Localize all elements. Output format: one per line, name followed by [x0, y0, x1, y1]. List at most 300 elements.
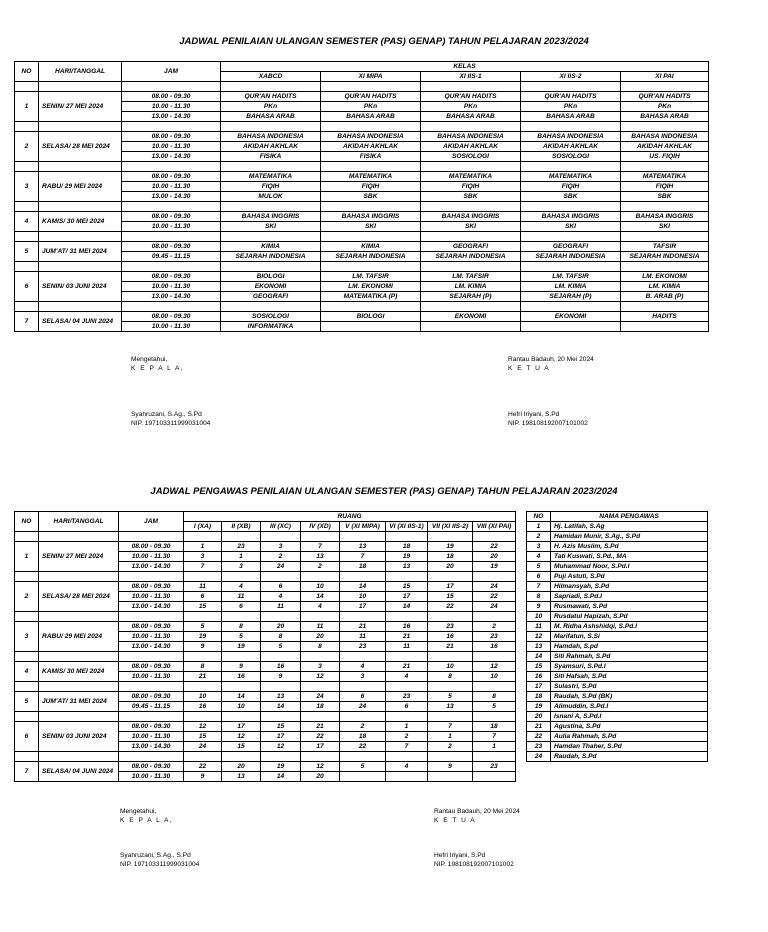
day-number: 1 — [15, 542, 39, 572]
room-header: III (XC) — [261, 522, 301, 532]
sig-right-nip: NIP. 198108192007101002 — [434, 861, 514, 868]
session-time: 08.00 - 09.30 — [122, 92, 221, 102]
session-time: 10.00 - 11.30 — [122, 282, 221, 292]
empty-cell — [221, 232, 321, 242]
proctor-number-cell: 24 — [301, 692, 340, 702]
proctor-no: 17 — [527, 682, 551, 692]
empty-cell — [119, 712, 184, 722]
proctor-number-cell: 19 — [222, 642, 261, 652]
day-date: SELASA/ 04 JUNI 2024 — [39, 762, 119, 782]
proctor-name: Hamdan Thaher, S.Pd — [551, 742, 708, 752]
proctor-name: Agustina, S.Pd — [551, 722, 708, 732]
empty-cell — [15, 612, 39, 622]
proctor-number-cell: 20 — [301, 772, 340, 782]
proctor-number-cell: 23 — [222, 542, 261, 552]
empty-cell — [428, 752, 473, 762]
spacer-row — [15, 82, 709, 92]
empty-cell — [122, 232, 221, 242]
subject-cell: FIQIH — [321, 182, 421, 192]
subject-cell: BAHASA ARAB — [621, 112, 709, 122]
table-row — [15, 242, 709, 252]
empty-cell — [301, 612, 340, 622]
subject-cell: SEJARAH INDONESIA — [321, 252, 421, 262]
empty-cell — [122, 302, 221, 312]
empty-cell — [321, 232, 421, 242]
empty-cell — [39, 612, 119, 622]
empty-cell — [473, 612, 516, 622]
spacer-row — [15, 122, 709, 132]
empty-cell — [421, 122, 521, 132]
proctor-number-cell: 11 — [222, 592, 261, 602]
subject-cell: MATEMATIKA — [421, 172, 521, 182]
proctor-number-cell: 22 — [473, 542, 516, 552]
proctor-number-cell: 9 — [261, 672, 301, 682]
list-item — [527, 592, 708, 602]
empty-cell — [621, 232, 709, 242]
proctor-no: 18 — [527, 692, 551, 702]
signature-right-2 — [434, 807, 520, 869]
sig-right-nip: NIP. 198108192007101002 — [508, 420, 588, 427]
proctor-number-cell: 6 — [340, 692, 386, 702]
empty-cell — [421, 262, 521, 272]
proctor-number-cell: 23 — [386, 692, 428, 702]
time-header: JAM — [119, 512, 184, 532]
proctor-number-cell: 16 — [428, 632, 473, 642]
spacer-row — [15, 652, 516, 662]
empty-cell — [122, 162, 221, 172]
day-date: SENIN/ 03 JUNI 2024 — [39, 272, 122, 302]
class-header: XI PAI — [621, 72, 709, 82]
session-time: 08.00 - 09.30 — [119, 692, 184, 702]
empty-cell — [221, 262, 321, 272]
proctor-number-cell: 3 — [222, 562, 261, 572]
day-date: SENIN/ 27 MEI 2024 — [39, 92, 122, 122]
empty-cell — [321, 122, 421, 132]
subject-cell: SEJARAH (P) — [421, 292, 521, 302]
proctor-number-cell: 14 — [222, 692, 261, 702]
proctor-no: 12 — [527, 632, 551, 642]
proctor-number-cell: 12 — [301, 762, 340, 772]
empty-cell — [39, 532, 119, 542]
proctor-name: Rusdatul Hapizah, S.Pd — [551, 612, 708, 622]
proctor-number-cell: 4 — [222, 582, 261, 592]
proctor-number-cell: 9 — [184, 772, 222, 782]
room-header: I (XA) — [184, 522, 222, 532]
subject-cell — [621, 322, 709, 332]
room-header: VI (XI IIS-1) — [386, 522, 428, 532]
proctor-number-cell: 18 — [428, 552, 473, 562]
empty-cell — [261, 532, 301, 542]
empty-cell — [221, 82, 321, 92]
session-time: 10.00 - 11.30 — [122, 102, 221, 112]
subject-cell: INFORMATIKA — [221, 322, 321, 332]
proctor-number-cell: 23 — [473, 762, 516, 772]
proctor-name: Siti Rahmah, S.Pd — [551, 652, 708, 662]
sig-right-line1: Rantau Badauh, 20 Mei 2024 — [434, 808, 520, 815]
proctor-number-cell: 21 — [301, 722, 340, 732]
subject-cell: B. ARAB (P) — [621, 292, 709, 302]
empty-cell — [122, 122, 221, 132]
list-item — [527, 752, 708, 762]
empty-cell — [340, 612, 386, 622]
empty-cell — [184, 712, 222, 722]
subject-cell: QUR'AN HADITS — [421, 92, 521, 102]
proctor-number-cell: 21 — [386, 632, 428, 642]
kelas-header: KELAS — [221, 62, 709, 72]
subject-cell: QUR'AN HADITS — [321, 92, 421, 102]
day-number: 1 — [15, 92, 39, 122]
proctor-number-cell: 15 — [222, 742, 261, 752]
proctor-number-cell: 7 — [386, 742, 428, 752]
empty-cell — [621, 122, 709, 132]
empty-cell — [621, 82, 709, 92]
proctor-number-cell: 22 — [301, 732, 340, 742]
proctor-number-cell: 4 — [386, 762, 428, 772]
list-item — [527, 652, 708, 662]
names-name-header: NAMA PENGAWAS — [551, 512, 708, 522]
subject-cell: QUR'AN HADITS — [621, 92, 709, 102]
proctor-number-cell: 10 — [340, 592, 386, 602]
proctor-no: 21 — [527, 722, 551, 732]
subject-cell: EKONOMI — [221, 282, 321, 292]
empty-cell — [39, 202, 122, 212]
empty-cell — [15, 532, 39, 542]
proctor-number-cell: 17 — [301, 742, 340, 752]
empty-cell — [473, 532, 516, 542]
spacer-row — [15, 712, 516, 722]
session-time: 13.00 - 14.30 — [122, 152, 221, 162]
proctor-number-cell: 3 — [261, 542, 301, 552]
proctor-number-cell: 7 — [473, 732, 516, 742]
spacer-row — [15, 232, 709, 242]
session-time: 10.00 - 11.30 — [119, 732, 184, 742]
subject-cell: GEOGRAFI — [421, 242, 521, 252]
session-time: 10.00 - 11.30 — [122, 182, 221, 192]
proctor-name: M. Ridha Ashshidqi, S.Pd.I — [551, 622, 708, 632]
list-item — [527, 532, 708, 542]
list-item — [527, 562, 708, 572]
spacer-row — [15, 532, 516, 542]
list-item — [527, 682, 708, 692]
proctor-no: 16 — [527, 672, 551, 682]
subject-cell: BAHASA INDONESIA — [221, 132, 321, 142]
proctor-number-cell: 13 — [428, 702, 473, 712]
subject-cell: BAHASA INGGRIS — [421, 212, 521, 222]
list-item — [527, 622, 708, 632]
empty-cell — [340, 652, 386, 662]
sig-right-name: Hefri Iriyani, S.Pd — [508, 411, 560, 418]
empty-cell — [122, 202, 221, 212]
subject-cell: FISIKA — [221, 152, 321, 162]
empty-cell — [386, 712, 428, 722]
proctor-number-cell: 16 — [386, 622, 428, 632]
proctor-number-cell: 12 — [261, 742, 301, 752]
session-time: 10.00 - 11.30 — [119, 672, 184, 682]
table-row — [15, 582, 516, 592]
session-time: 13.00 - 14.30 — [122, 292, 221, 302]
subject-cell: QUR'AN HADITS — [521, 92, 621, 102]
proctor-name: Alimuddin, S.Pd.I — [551, 702, 708, 712]
proctor-name: Siti Hafsah, S.Pd — [551, 672, 708, 682]
session-time: 08.00 - 09.30 — [122, 272, 221, 282]
empty-cell — [222, 682, 261, 692]
day-date: SENIN/ 03 JUNI 2024 — [39, 722, 119, 752]
proctor-number-cell: 18 — [386, 542, 428, 552]
empty-cell — [473, 712, 516, 722]
proctor-name: Isnani A, S.Pd.I — [551, 712, 708, 722]
sig-right-line2: K E T U A — [508, 365, 551, 372]
proctor-number-cell: 18 — [473, 722, 516, 732]
list-item — [527, 602, 708, 612]
subject-cell: MATEMATIKA — [321, 172, 421, 182]
table-row — [15, 762, 516, 772]
proctor-no: 22 — [527, 732, 551, 742]
class-header: XI IIS-2 — [521, 72, 621, 82]
proctor-number-cell: 19 — [386, 552, 428, 562]
subject-cell: BIOLOGI — [221, 272, 321, 282]
subject-cell: LM. EKONOMI — [321, 282, 421, 292]
day-number: 5 — [15, 242, 39, 262]
session-time: 10.00 - 11.30 — [119, 632, 184, 642]
subject-cell: PKn — [621, 102, 709, 112]
proctor-no: 13 — [527, 642, 551, 652]
proctor-number-cell: 17 — [340, 602, 386, 612]
empty-cell — [421, 162, 521, 172]
proctor-number-cell: 12 — [473, 662, 516, 672]
empty-cell — [119, 752, 184, 762]
subject-cell: SBK — [321, 192, 421, 202]
proctor-no: 9 — [527, 602, 551, 612]
empty-cell — [621, 262, 709, 272]
proctor-number-cell: 8 — [222, 622, 261, 632]
session-time: 13.00 - 14.30 — [119, 562, 184, 572]
empty-cell — [15, 122, 39, 132]
time-header: JAM — [122, 62, 221, 82]
proctor-no: 7 — [527, 582, 551, 592]
proctor-number-cell: 14 — [340, 582, 386, 592]
subject-cell — [521, 322, 621, 332]
empty-cell — [221, 122, 321, 132]
empty-cell — [521, 232, 621, 242]
day-date: JUM'AT/ 31 MEI 2024 — [39, 692, 119, 712]
session-time: 13.00 - 14.30 — [122, 192, 221, 202]
table-row — [15, 172, 709, 182]
empty-cell — [340, 752, 386, 762]
empty-cell — [119, 682, 184, 692]
proctor-number-cell — [428, 772, 473, 782]
empty-cell — [428, 652, 473, 662]
proctor-no: 6 — [527, 572, 551, 582]
empty-cell — [15, 262, 39, 272]
proctor-number-cell: 18 — [301, 702, 340, 712]
empty-cell — [15, 82, 39, 92]
day-header: HARI/TANGGAL — [39, 512, 119, 532]
proctor-number-cell: 21 — [340, 622, 386, 632]
sig-right-line1: Rantau Badauh, 20 Mei 2024 — [508, 356, 594, 363]
subject-cell: SEJARAH INDONESIA — [621, 252, 709, 262]
subject-cell: LM. TAFSIR — [521, 272, 621, 282]
proctor-number-cell: 2 — [473, 622, 516, 632]
sig-left-line2: K E P A L A, — [131, 365, 185, 372]
proctor-number-cell: 10 — [184, 692, 222, 702]
subject-cell: LM. KIMIA — [521, 282, 621, 292]
empty-cell — [321, 302, 421, 312]
empty-cell — [301, 532, 340, 542]
room-header: II (XB) — [222, 522, 261, 532]
empty-cell — [15, 752, 39, 762]
empty-cell — [340, 572, 386, 582]
day-number: 4 — [15, 662, 39, 682]
empty-cell — [386, 612, 428, 622]
subject-cell: FISIKA — [321, 152, 421, 162]
spacer-row — [15, 752, 516, 762]
proctor-number-cell: 7 — [340, 552, 386, 562]
empty-cell — [184, 612, 222, 622]
subject-cell: FIQIH — [221, 182, 321, 192]
sig-left-line2: K E P A L A, — [120, 817, 174, 824]
proctor-schedule-table — [14, 511, 516, 782]
table-row — [15, 312, 709, 322]
table-row — [15, 622, 516, 632]
subject-cell: SOSIOLOGI — [221, 312, 321, 322]
proctor-no: 3 — [527, 542, 551, 552]
empty-cell — [386, 752, 428, 762]
session-time: 08.00 - 09.30 — [119, 722, 184, 732]
day-number: 5 — [15, 692, 39, 712]
proctor-number-cell: 24 — [473, 602, 516, 612]
proctor-number-cell: 2 — [340, 722, 386, 732]
empty-cell — [473, 572, 516, 582]
empty-cell — [321, 162, 421, 172]
table-row — [15, 542, 516, 552]
proctor-number-cell: 22 — [428, 602, 473, 612]
subject-cell: SKI — [221, 222, 321, 232]
empty-cell — [39, 652, 119, 662]
proctor-number-cell: 8 — [301, 642, 340, 652]
proctor-number-cell: 18 — [340, 732, 386, 742]
proctor-no: 15 — [527, 662, 551, 672]
session-time: 10.00 - 11.30 — [122, 322, 221, 332]
empty-cell — [39, 262, 122, 272]
empty-cell — [222, 712, 261, 722]
proctor-number-cell: 23 — [340, 642, 386, 652]
proctor-number-cell: 24 — [473, 582, 516, 592]
proctor-number-cell: 6 — [386, 702, 428, 712]
proctor-number-cell: 6 — [222, 602, 261, 612]
list-item — [527, 632, 708, 642]
session-time: 08.00 - 09.30 — [119, 762, 184, 772]
session-time: 10.00 - 11.30 — [119, 772, 184, 782]
room-header: V (XI MIPA) — [340, 522, 386, 532]
list-item — [527, 712, 708, 722]
subject-cell: LM. EKONOMI — [621, 272, 709, 282]
proctor-number-cell: 9 — [222, 662, 261, 672]
list-item — [527, 662, 708, 672]
proctor-number-cell: 20 — [222, 762, 261, 772]
proctor-no: 24 — [527, 752, 551, 762]
signature-left-2 — [120, 807, 199, 869]
subject-cell: AKIDAH AKHLAK — [621, 142, 709, 152]
sig-left-name: Syahruzani, S.Ag., S.Pd — [131, 411, 202, 418]
empty-cell — [421, 82, 521, 92]
proctor-number-cell: 13 — [261, 692, 301, 702]
proctor-number-cell: 16 — [222, 672, 261, 682]
proctor-no: 5 — [527, 562, 551, 572]
proctor-number-cell: 13 — [301, 552, 340, 562]
empty-cell — [39, 752, 119, 762]
subject-cell: LM. KIMIA — [421, 282, 521, 292]
table-row — [15, 212, 709, 222]
proctor-number-cell: 11 — [301, 622, 340, 632]
empty-cell — [184, 532, 222, 542]
list-item — [527, 692, 708, 702]
subject-cell: PKn — [521, 102, 621, 112]
proctor-number-cell: 18 — [340, 562, 386, 572]
proctor-number-cell: 23 — [428, 622, 473, 632]
empty-cell — [386, 652, 428, 662]
subject-cell: BAHASA ARAB — [321, 112, 421, 122]
proctor-no: 4 — [527, 552, 551, 562]
day-number: 7 — [15, 312, 39, 332]
sig-right-name: Hefri Iriyani, S.Pd — [434, 852, 486, 859]
proctor-name: Raudah, S.Pd — [551, 752, 708, 762]
day-date: SELASA/ 04 JUNI 2024 — [39, 312, 122, 332]
empty-cell — [15, 232, 39, 242]
proctor-number-cell: 24 — [261, 562, 301, 572]
proctor-number-cell: 11 — [184, 582, 222, 592]
subject-cell: AKIDAH AKHLAK — [221, 142, 321, 152]
empty-cell — [222, 532, 261, 542]
proctor-number-cell: 6 — [261, 582, 301, 592]
proctor-no: 8 — [527, 592, 551, 602]
ruang-header: RUANG — [184, 512, 516, 522]
day-date: JUM'AT/ 31 MEI 2024 — [39, 242, 122, 262]
empty-cell — [340, 532, 386, 542]
empty-cell — [621, 162, 709, 172]
proctor-number-cell: 10 — [428, 662, 473, 672]
proctor-number-cell: 7 — [184, 562, 222, 572]
proctor-number-cell: 15 — [428, 592, 473, 602]
subject-cell: BAHASA INGGRIS — [621, 212, 709, 222]
proctor-name: Hilmansyah, S.Pd — [551, 582, 708, 592]
class-header: XABCD — [221, 72, 321, 82]
proctor-number-cell: 1 — [184, 542, 222, 552]
subject-cell: EKONOMI — [421, 312, 521, 322]
proctor-number-cell: 16 — [261, 662, 301, 672]
class-header: XI IIS-1 — [421, 72, 521, 82]
subject-cell: GEOGRAFI — [521, 242, 621, 252]
proctor-name: Sapriadi, S.Pd.I — [551, 592, 708, 602]
proctor-name: Puji Astuti, S.Pd — [551, 572, 708, 582]
subject-cell: BAHASA INGGRIS — [221, 212, 321, 222]
subject-cell: BAHASA INDONESIA — [321, 132, 421, 142]
spacer-row — [15, 202, 709, 212]
subject-cell: EKONOMI — [521, 312, 621, 322]
proctor-number-cell: 9 — [428, 762, 473, 772]
empty-cell — [301, 652, 340, 662]
proctor-number-cell: 3 — [184, 552, 222, 562]
proctor-number-cell: 4 — [261, 592, 301, 602]
proctor-no: 14 — [527, 652, 551, 662]
proctor-number-cell: 5 — [184, 622, 222, 632]
empty-cell — [184, 572, 222, 582]
proctor-number-cell: 19 — [473, 562, 516, 572]
proctor-number-cell: 3 — [301, 662, 340, 672]
empty-cell — [386, 682, 428, 692]
proctor-number-cell: 6 — [184, 592, 222, 602]
proctor-name: Hj. Latifah, S.Ag — [551, 522, 708, 532]
proctor-name: Sulastri, S.Pd — [551, 682, 708, 692]
